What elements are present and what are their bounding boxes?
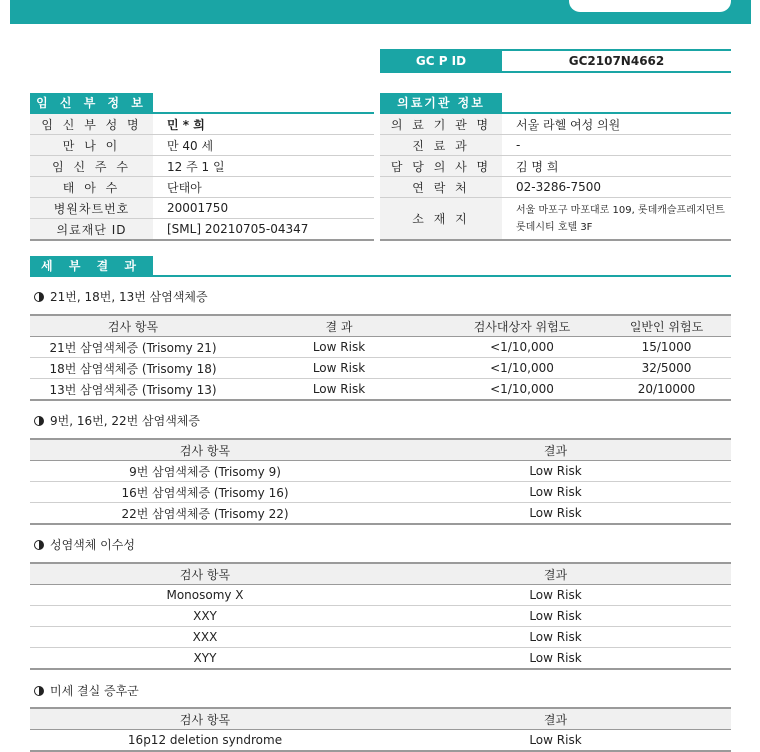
cell: Low Risk: [236, 379, 442, 401]
institution-value: 02-3286-7500: [502, 177, 731, 198]
cell: XYY: [30, 648, 380, 670]
cell: Low Risk: [380, 730, 731, 752]
gcp-id-value: GC2107N4662: [568, 54, 665, 68]
patient-row: [30, 219, 374, 241]
institution-row: [380, 135, 731, 156]
cell: Low Risk: [380, 482, 731, 503]
cell: Low Risk: [380, 461, 731, 482]
table-row: [30, 358, 731, 379]
cell: Low Risk: [380, 585, 731, 606]
patient-value: 만 40 세: [153, 135, 374, 156]
gcp-id-box: [380, 49, 731, 73]
patient-row: [30, 135, 374, 156]
table-header-row: [30, 708, 731, 730]
patient-row: [30, 198, 374, 219]
col-header: 검사대상자 위험도: [442, 315, 602, 337]
table-row: [30, 337, 731, 358]
col-header: 검사 항목: [30, 315, 236, 337]
cell: Low Risk: [380, 648, 731, 670]
group1-heading: [34, 288, 208, 305]
table-row: [30, 482, 731, 503]
patient-row: [30, 177, 374, 198]
cell: Low Risk: [380, 606, 731, 627]
table-row: [30, 730, 731, 752]
cell: Monosomy X: [30, 585, 380, 606]
patient-key: 만 나 이: [30, 135, 153, 156]
institution-key: 담 당 의 사 명: [380, 156, 502, 177]
cell: 13번 삼염색체증 (Trisomy 13): [30, 379, 236, 401]
institution-key: 진 료 과: [380, 135, 502, 156]
table-row: [30, 379, 731, 401]
table-row: [30, 585, 731, 606]
cell: Low Risk: [236, 337, 442, 358]
half-circle-icon: [34, 540, 44, 550]
institution-value: 서울 라헬 여성 의원: [502, 114, 731, 135]
group2-table: [30, 438, 731, 525]
details-section-title: 세 부 결 과: [30, 256, 153, 276]
patient-value: 20001750: [153, 198, 374, 219]
patient-key: 병원차트번호: [30, 198, 153, 219]
group1-title: 21번, 18번, 13번 삼염색체증: [50, 290, 208, 304]
gcp-id-label: GC P ID: [380, 51, 502, 71]
col-header: 결과: [380, 708, 731, 730]
patient-info-table: [30, 114, 374, 241]
patient-key: 임 신 주 수: [30, 156, 153, 177]
group4-title: 미세 결실 증후군: [50, 684, 139, 698]
cell: 32/5000: [602, 358, 731, 379]
cell: 16p12 deletion syndrome: [30, 730, 380, 752]
half-circle-icon: [34, 292, 44, 302]
cell: <1/10,000: [442, 358, 602, 379]
cell: Low Risk: [236, 358, 442, 379]
header-bar: [10, 0, 751, 24]
patient-row: [30, 114, 374, 135]
col-header: 일반인 위험도: [602, 315, 731, 337]
col-header: 결과: [380, 439, 731, 461]
table-row: [30, 648, 731, 670]
institution-address: 서울 마포구 마포대로 109, 롯데캐슬프레지던트 롯데시티 호텔 3F: [502, 198, 731, 241]
institution-info-table: [380, 114, 731, 241]
institution-value: -: [502, 135, 731, 156]
patient-value: 12 주 1 일: [153, 156, 374, 177]
institution-row: [380, 114, 731, 135]
institution-row: [380, 198, 731, 241]
col-header: 결 과: [236, 315, 442, 337]
patient-row: [30, 156, 374, 177]
patient-key: 임 신 부 성 명: [30, 114, 153, 135]
patient-key: 의료재단 ID: [30, 219, 153, 241]
half-circle-icon: [34, 686, 44, 696]
institution-key: 의 료 기 관 명: [380, 114, 502, 135]
patient-value: 단태아: [153, 177, 374, 198]
patient-value: [SML] 20210705-04347: [153, 219, 374, 241]
cell: 15/1000: [602, 337, 731, 358]
cell: 22번 삼염색체증 (Trisomy 22): [30, 503, 380, 525]
col-header: 결과: [380, 563, 731, 585]
table-row: [30, 461, 731, 482]
col-header: 검사 항목: [30, 708, 380, 730]
cell: XXX: [30, 627, 380, 648]
group4-table: [30, 707, 731, 752]
cell: <1/10,000: [442, 337, 602, 358]
group1-table: [30, 314, 731, 401]
table-row: [30, 627, 731, 648]
table-header-row: [30, 315, 731, 337]
patient-key: 태 아 수: [30, 177, 153, 198]
table-header-row: [30, 563, 731, 585]
col-header: 검사 항목: [30, 439, 380, 461]
cell: 16번 삼염색체증 (Trisomy 16): [30, 482, 380, 503]
patient-value: 민 * 희: [153, 114, 374, 135]
cell: 9번 삼염색체증 (Trisomy 9): [30, 461, 380, 482]
details-section-line: [30, 275, 731, 277]
group4-heading: [34, 682, 139, 699]
col-header: 검사 항목: [30, 563, 380, 585]
cell: 20/10000: [602, 379, 731, 401]
group3-heading: [34, 536, 135, 553]
cell: Low Risk: [380, 627, 731, 648]
cell: <1/10,000: [442, 379, 602, 401]
group2-heading: [34, 412, 200, 429]
group3-title: 성염색체 이수성: [50, 538, 135, 552]
header-pill: [569, 0, 731, 12]
half-circle-icon: [34, 416, 44, 426]
institution-section-title: 의료기관 정보: [380, 93, 502, 113]
institution-key: 소 재 지: [380, 198, 502, 241]
cell: 21번 삼염색체증 (Trisomy 21): [30, 337, 236, 358]
institution-row: [380, 156, 731, 177]
patient-section-title: 임 신 부 정 보: [30, 93, 153, 113]
institution-row: [380, 177, 731, 198]
table-row: [30, 606, 731, 627]
cell: Low Risk: [380, 503, 731, 525]
group3-table: [30, 562, 731, 670]
group2-title: 9번, 16번, 22번 삼염색체증: [50, 414, 200, 428]
institution-key: 연 락 처: [380, 177, 502, 198]
cell: 18번 삼염색체증 (Trisomy 18): [30, 358, 236, 379]
cell: XXY: [30, 606, 380, 627]
table-header-row: [30, 439, 731, 461]
table-row: [30, 503, 731, 525]
institution-value: 김 명 희: [502, 156, 731, 177]
